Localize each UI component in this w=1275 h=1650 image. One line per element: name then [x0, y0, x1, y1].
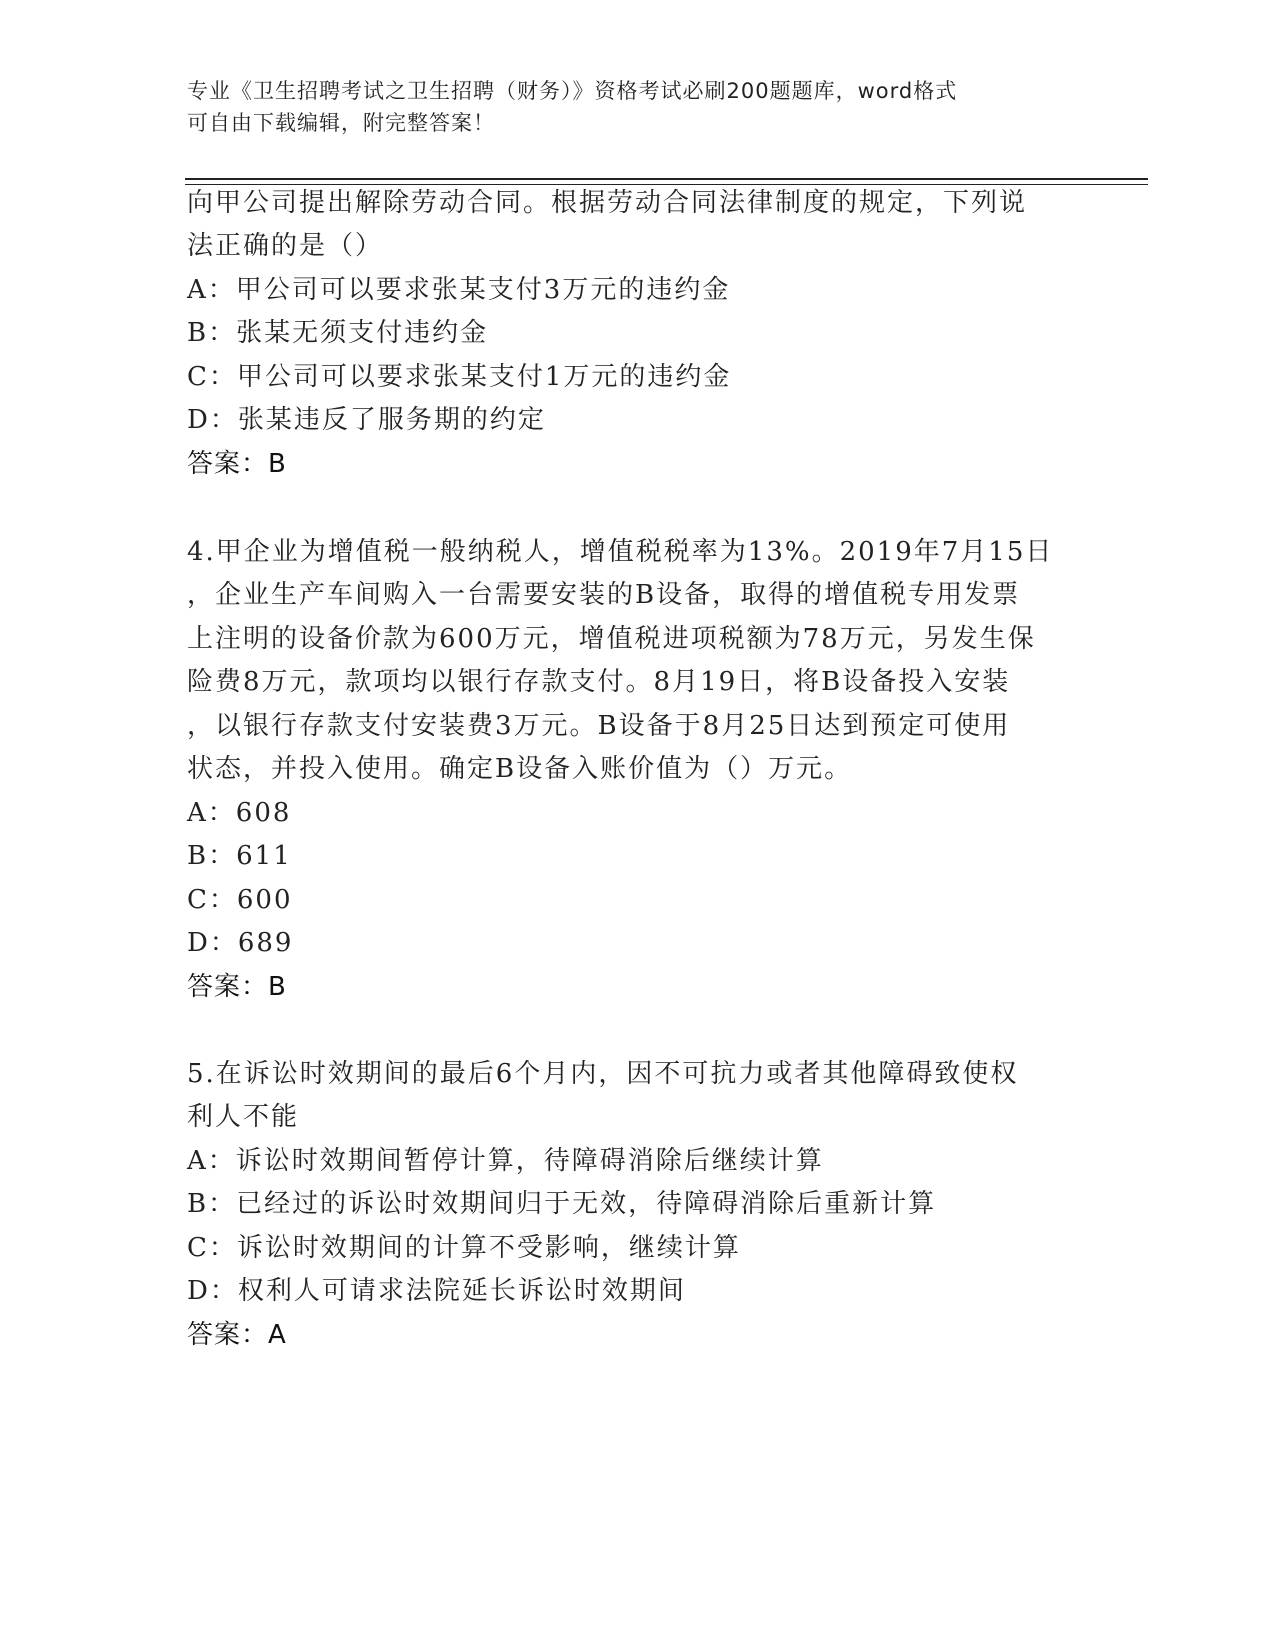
header-title-line-2: 可自由下载编辑，附完整答案！ [187, 111, 495, 135]
header-rule-thick [185, 178, 1148, 180]
question-3-answer: 答案：B [187, 449, 287, 479]
question-3-option-a: A：甲公司可以要求张某支付3万元的违约金 [187, 275, 731, 305]
page-header [187, 75, 1087, 139]
question-4-stem-line-6: 状态，并投入使用。确定B设备入账价值为（）万元。 [187, 754, 853, 784]
question-5-option-a: A：诉讼时效期间暂停计算，待障碍消除后继续计算 [187, 1146, 824, 1176]
question-4-stem-line-2: ，企业生产车间购入一台需要安装的B设备，取得的增值税专用发票 [187, 580, 1021, 610]
question-5-stem-line-1: 5.在诉讼时效期间的最后6个月内，因不可抗力或者其他障碍致使权 [187, 1059, 1019, 1089]
question-4-stem-line-1: 4.甲企业为增值税一般纳税人，增值税税率为13%。2019年7月15日 [187, 537, 1054, 567]
question-4-stem-line-4: 险费8万元，款项均以银行存款支付。8月19日，将B设备投入安装 [187, 667, 1011, 697]
question-5-option-d: D：权利人可请求法院延长诉讼时效期间 [187, 1276, 686, 1306]
question-3-option-c: C：甲公司可以要求张某支付1万元的违约金 [187, 362, 732, 392]
question-4-stem-line-5: ，以银行存款支付安装费3万元。B设备于8月25日达到预定可使用 [187, 711, 1011, 741]
header-title-line-1: 专业《卫生招聘考试之卫生招聘（财务）》资格考试必刷200题题库，word格式 [187, 79, 958, 103]
question-3-option-d: D：张某违反了服务期的约定 [187, 405, 546, 435]
question-5-option-b: B：已经过的诉讼时效期间归于无效，待障碍消除后重新计算 [187, 1189, 937, 1219]
question-5-stem-line-2: 利人不能 [187, 1102, 300, 1132]
question-5-answer: 答案：A [187, 1320, 287, 1350]
question-5-option-c: C：诉讼时效期间的计算不受影响，继续计算 [187, 1233, 741, 1263]
header-rule-thin [185, 184, 1148, 185]
question-3-option-b: B：张某无须支付违约金 [187, 318, 489, 348]
question-4-stem-line-3: 上注明的设备价款为600万元，增值税进项税额为78万元，另发生保 [187, 624, 1036, 654]
question-4-option-b: B：611 [187, 841, 292, 871]
question-4-option-d: D：689 [187, 928, 294, 958]
question-4-answer: 答案：B [187, 972, 287, 1002]
question-3-stem-line-2: 法正确的是（） [187, 231, 384, 261]
question-4-option-c: C：600 [187, 885, 293, 915]
question-4-option-a: A：608 [187, 798, 292, 828]
question-3-stem-line-1: 向甲公司提出解除劳动合同。根据劳动合同法律制度的规定，下列说 [187, 188, 1028, 218]
